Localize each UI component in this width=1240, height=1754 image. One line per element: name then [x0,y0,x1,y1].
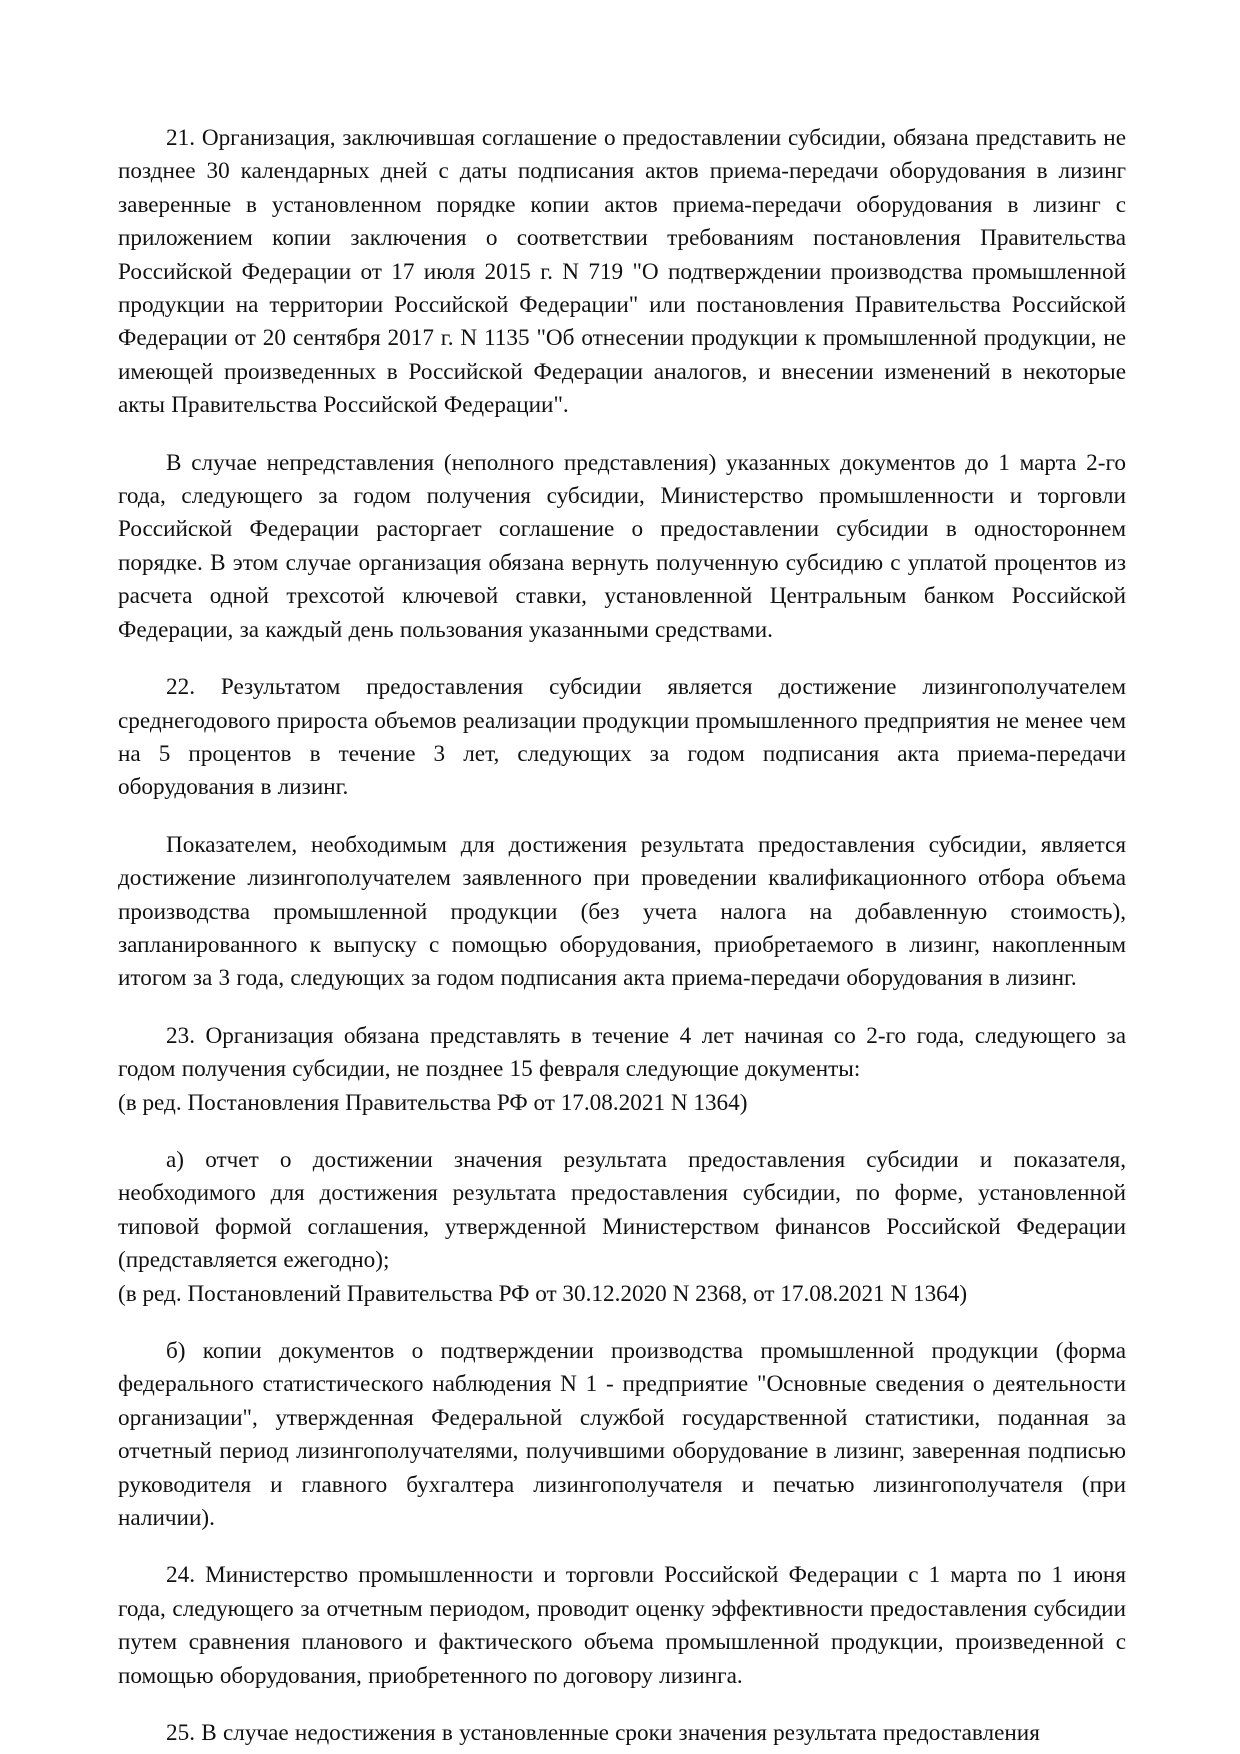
paragraph-21: 21. Организация, заключившая соглашение о предоставлении субсидии, обязана представить не позднее 30 календарных дней с даты подписания актов приема-передачи оборудования в лизинг заверенные в установленном порядке копии актов приема-передачи оборудования в лизинг с приложением копии заключения о соответствии требованиям постановления Правительства Российской Федерации от 17 июля 2015 г. N 719 "О подтверждении производства промышленной продукции на территории Российской Федерации" или постановления Правительства Российской Федерации от 20 сентября 2017 г. N 1135 "Об отнесении продукции к промышленной продукции, не имеющей произведенных в Российской Федерации аналогов, и внесении изменений в некоторые акты Правительства Российской Федерации". [118,125,1126,419]
paragraph-25: 25. В случае недостижения в установленные сроки значения результата предоставления [166,1720,1040,1747]
paragraph-23-item-b: б) копии документов о подтверждении производства промышленной продукции (форма федерального статистического наблюдения N 1 - предприятие "Основные сведения о деятельности организации", утвержденная Федеральной службой государственной статистики, поданная за отчетный период лизингополучателями, получившими оборудование в лизинг, заверенная подписью руководителя и главного бухгалтера лизингополучателя и печатью лизингополучателя (при наличии). [118,1338,1126,1532]
amendment-note-23: (в ред. Постановления Правительства РФ от 17.08.2021 N 1364) [118,1089,748,1116]
paragraph-22-continuation: Показателем, необходимым для достижения результата предоставления субсидии, является достижение лизингополучателем заявленного при проведении квалификационного отбора объема производства промышленной продукции (без учета налога на добавленную стоимость), запланированного к выпуску с помощью оборудования, приобретаемого в лизинг, накопленным итогом за 3 года, следующих за годом подписания акта приема-передачи оборудования в лизинг. [118,831,1126,992]
paragraph-23-item-a: а) отчет о достижении значения результата предоставления субсидии и показателя, необходимого для достижения результата предоставления субсидии, по форме, установленной типовой формой соглашения, утвержденной Министерством финансов Российской Федерации (представляется ежегодно); [118,1146,1126,1274]
document-text-column [118,122,1126,1750]
paragraph-23: 23. Организация обязана представлять в течение 4 лет начиная со 2-го года, следующего за годом получения субсидии, не позднее 15 февраля следующие документы: [118,1022,1126,1083]
amendment-note-23-a: (в ред. Постановлений Правительства РФ от 30.12.2020 N 2368, от 17.08.2021 N 1364) [118,1280,968,1307]
paragraph-21-continuation: В случае непредставления (неполного представления) указанных документов до 1 марта 2-го года, следующего за годом получения субсидии, Министерство промышленности и торговли Российской Федерации расторгает соглашение о предоставлении субсидии в одностороннем порядке. В этом случае организация обязана вернуть полученную субсидию с уплатой процентов из расчета одной трехсотой ключевой ставки, установленной Центральным банком Российской Федерации, за каждый день пользования указанными средствами. [118,449,1126,643]
paragraph-22: 22. Результатом предоставления субсидии является достижение лизингополучателем среднегодового прироста объемов реализации продукции промышленного предприятия не менее чем на 5 процентов в течение 3 лет, следующих за годом подписания акта приема-передачи оборудования в лизинг. [118,674,1126,801]
paragraph-24: 24. Министерство промышленности и торговли Российской Федерации с 1 марта по 1 июня года, следующего за отчетным периодом, проводит оценку эффективности предоставления субсидии путем сравнения планового и фактического объема промышленной продукции, произведенной с помощью оборудования, приобретенного по договору лизинга. [118,1562,1126,1689]
